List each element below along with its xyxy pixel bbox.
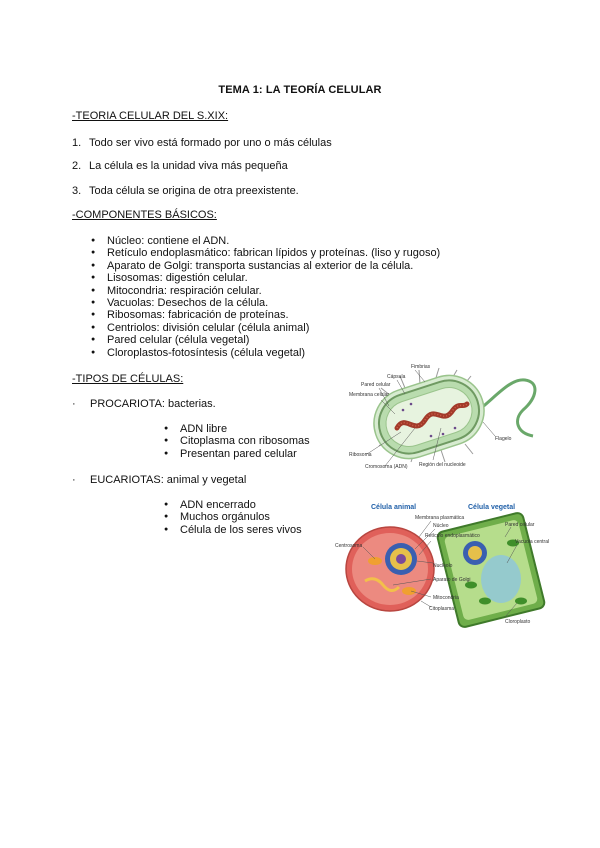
label-pared: Pared celular: [361, 382, 391, 388]
section-heading-teoria: -TEORIA CELULAR DEL S.XIX:: [72, 110, 229, 122]
list-item: [72, 160, 288, 172]
label-cromosoma: Cromosoma (ADN): [365, 464, 408, 470]
list-item: ● Presentan pared celular: [164, 448, 310, 460]
list-item: ● Vacuolas: Desechos de la célula.: [91, 297, 440, 309]
title-animal: Célula animal: [371, 504, 417, 511]
procariota-label: [72, 398, 216, 410]
label-nucleo: Núcleo: [433, 523, 449, 529]
section-heading-componentes: -COMPONENTES BÁSICOS:: [72, 209, 217, 221]
item-number: 3.: [72, 185, 82, 197]
list-item: ● Lisosomas: digestión celular.: [91, 272, 440, 284]
componentes-list: [91, 235, 440, 359]
label-cloroplasto: Cloroplasto: [505, 619, 531, 625]
label-pared-celular: Pared celular: [505, 522, 535, 528]
item-text: Todo ser vivo está formado por uno o más células: [89, 137, 332, 149]
list-item: [72, 185, 299, 197]
list-item: ● Célula de los seres vivos: [164, 524, 302, 536]
list-item: ● Pared celular (célula vegetal): [91, 334, 440, 346]
label-membrana-plasmatica: Membrana plasmática: [415, 515, 465, 521]
list-item: ● Aparato de Golgi: transporta sustancias al exterior de la célula.: [91, 260, 440, 272]
title-vegetal: Célula vegetal: [468, 504, 516, 511]
list-item: ● Mitocondria: respiración celular.: [91, 285, 440, 297]
page-title: TEMA 1: LA TEORÍA CELULAR: [218, 84, 382, 96]
label-region: Región del nucleoide: [419, 462, 466, 468]
label-citoplasma: Citoplasma: [429, 606, 455, 612]
item-text: Toda célula se origina de otra preexistente.: [89, 185, 299, 197]
section-heading-tipos: -TIPOS DE CÉLULAS:: [72, 373, 184, 385]
dash-marker: ·: [72, 474, 76, 486]
label-centrosoma: Centrosoma: [335, 543, 363, 549]
eucariota-text: EUCARIOTAS: animal y vegetal: [90, 474, 247, 486]
label-golgi: Aparato de Golgi: [433, 577, 471, 583]
bacteria-diagram: [345, 358, 545, 478]
animal-plant-cell-diagram: [335, 497, 550, 627]
list-item: ● ADN encerrado: [164, 499, 302, 511]
label-nucleolo: Nucleolo: [433, 563, 453, 569]
item-text: La célula es la unidad viva más pequeña: [89, 160, 288, 172]
eucariota-label: [72, 474, 246, 486]
list-item: ● ADN libre: [164, 423, 310, 435]
item-number: 2.: [72, 160, 82, 172]
eucariota-list: [164, 499, 302, 536]
list-item: ● Muchos orgánulos: [164, 511, 302, 523]
label-capsula: Cápsula: [387, 374, 406, 380]
label-flagelo: Flagelo: [495, 436, 512, 442]
list-item: ● Cloroplastos-fotosíntesis (célula vegetal): [91, 347, 440, 359]
item-number: 1.: [72, 137, 82, 149]
dash-marker: ·: [72, 398, 76, 410]
procariota-list: [164, 423, 310, 460]
label-vacuola: Vacuola central: [515, 539, 550, 545]
list-item: ● Núcleo: contiene el ADN.: [91, 235, 440, 247]
list-item: ● Centriolos: división celular (célula animal): [91, 322, 440, 334]
list-item: [72, 137, 332, 149]
label-membrana: Membrana celular: [349, 392, 390, 398]
vacuole-icon: [481, 555, 521, 603]
list-item: ● Retículo endoplasmático: fabrican lípidos y proteínas. (liso y rugoso): [91, 247, 440, 259]
procariota-text: PROCARIOTA: bacterias.: [90, 398, 216, 410]
list-item: ● Citoplasma con ribosomas: [164, 435, 310, 447]
mitochondria-icon: [368, 557, 382, 565]
label-fimbrias: Fimbrias: [411, 364, 431, 370]
label-mitocondria: Mitocondria: [433, 595, 459, 601]
label-ribosoma: Ribosoma: [349, 452, 372, 458]
label-reticulo: Retículo endoplasmático: [425, 533, 480, 539]
list-item: ● Ribosomas: fabricación de proteínas.: [91, 309, 440, 321]
